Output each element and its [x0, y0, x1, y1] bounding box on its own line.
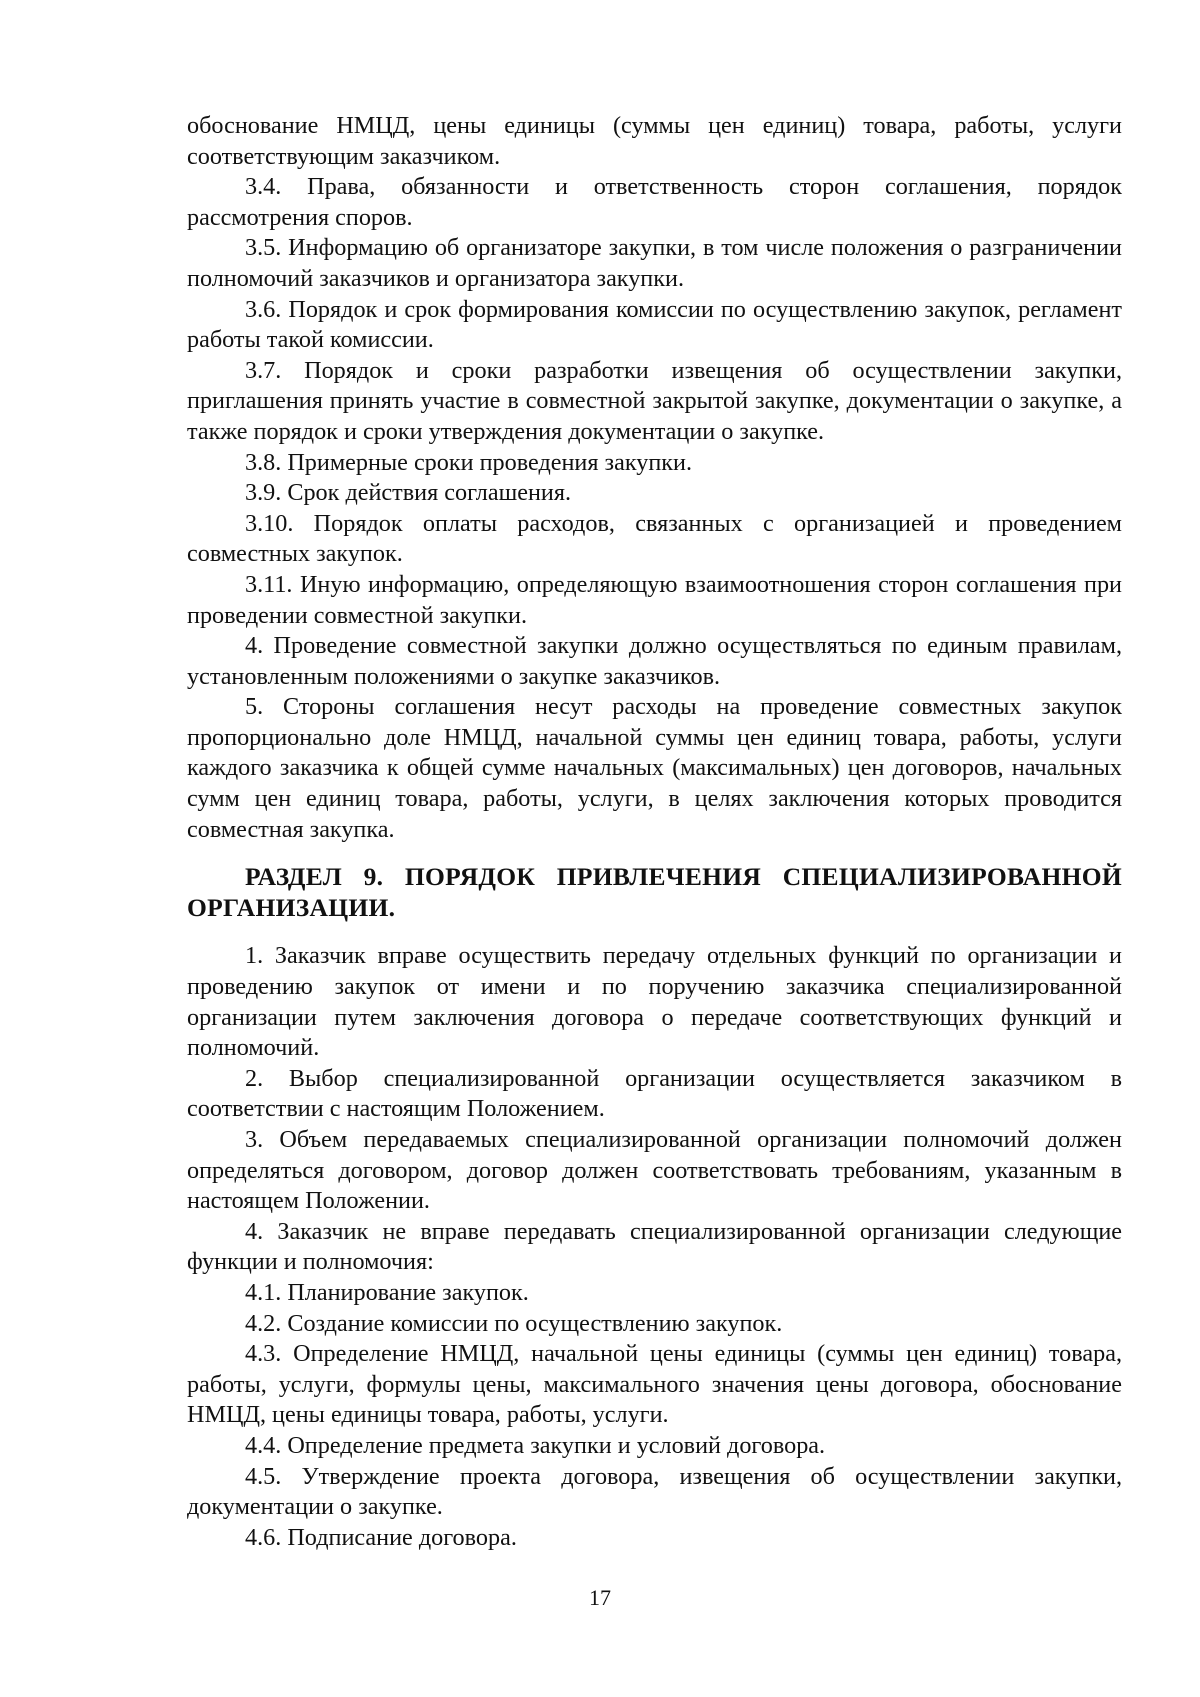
section9-paragraph-4-5: 4.5. Утверждение проекта договора, извещения об осуществлении закупки, документации о закупке.	[187, 1462, 1122, 1521]
section9-paragraph-1: 1. Заказчик вправе осуществить передачу отдельных функций по организации и проведению закупок от имени и по поручению заказчика специализированной организации путем заключения договора о передаче соответствующих функций и полномочий.	[187, 942, 1122, 1062]
section9-paragraph-4-1: 4.1. Планирование закупок.	[245, 1278, 529, 1306]
paragraph-3-11: 3.11. Иную информацию, определяющую взаимоотношения сторон соглашения при проведении совместной закупки.	[187, 570, 1122, 629]
paragraph-4: 4. Проведение совместной закупки должно осуществляться по единым правилам, установленным положениями о закупке заказчиков.	[187, 632, 1122, 690]
page-number: 17	[589, 1585, 611, 1610]
paragraph-5: 5. Стороны соглашения несут расходы на проведение совместных закупок пропорционально доле НМЦД, начальной суммы цен единиц товара, работы, услуги каждого заказчика к общей сумме начальных (максимальных) цен договоров, начальных сумм цен единиц товара, работы, услуги, в целях заключения которых проводится совместная закупка.	[187, 693, 1122, 843]
section9-paragraph-4-3: 4.3. Определение НМЦД, начальной цены единицы (суммы цен единиц) товара, работы, услуги, формулы цены, максимального значения цены договора, обоснование НМЦД, цены единицы товара, работы, услуги.	[187, 1340, 1122, 1429]
section9-paragraph-3: 3. Объем передаваемых специализированной организации полномочий должен определяться договором, договор должен соответствовать требованиям, указанным в настоящем Положении.	[187, 1126, 1122, 1215]
section9-paragraph-4-4: 4.4. Определение предмета закупки и условий договора.	[245, 1431, 826, 1459]
paragraph-3-4: 3.4. Права, обязанности и ответственность сторон соглашения, порядок рассмотрения споров.	[187, 173, 1122, 231]
section9-paragraph-2: 2. Выбор специализированной организации осуществляется заказчиком в соответствии с настоящим Положением.	[187, 1064, 1122, 1123]
paragraph-3-8: 3.8. Примерные сроки проведения закупки.	[245, 448, 693, 476]
section-heading: РАЗДЕЛ 9. ПОРЯДОК ПРИВЛЕЧЕНИЯ СПЕЦИАЛИЗИРОВАННОЙ ОРГАНИЗАЦИИ.	[187, 862, 1122, 922]
paragraph-3-10: 3.10. Порядок оплаты расходов, связанных с организацией и проведением совместных закупок.	[187, 509, 1122, 568]
paragraph-3-5: 3.5. Информацию об организаторе закупки, в том числе положения о разграничении полномочий заказчиков и организатора закупки.	[187, 234, 1122, 292]
paragraph-3-6: 3.6. Порядок и срок формирования комиссии по осуществлению закупок, регламент работы такой комиссии.	[187, 295, 1122, 354]
section9-paragraph-4-2: 4.2. Создание комиссии по осуществлению закупок.	[245, 1309, 783, 1337]
paragraph-3-7: 3.7. Порядок и сроки разработки извещения об осуществлении закупки, приглашения принять участие в совместной закрытой закупке, документации о закупке, а также порядок и сроки утверждения документации о закупке.	[187, 356, 1122, 445]
paragraph-continuation: обоснование НМЦД, цены единицы (суммы цен единиц) товара, работы, услуги соответствующим заказчиком.	[187, 112, 1122, 170]
document-page	[187, 111, 1122, 1553]
section9-paragraph-4: 4. Заказчик не вправе передавать специализированной организации следующие функции и полномочия:	[187, 1217, 1122, 1276]
paragraph-3-9: 3.9. Срок действия соглашения.	[245, 479, 572, 507]
section9-paragraph-4-6: 4.6. Подписание договора.	[245, 1523, 517, 1551]
